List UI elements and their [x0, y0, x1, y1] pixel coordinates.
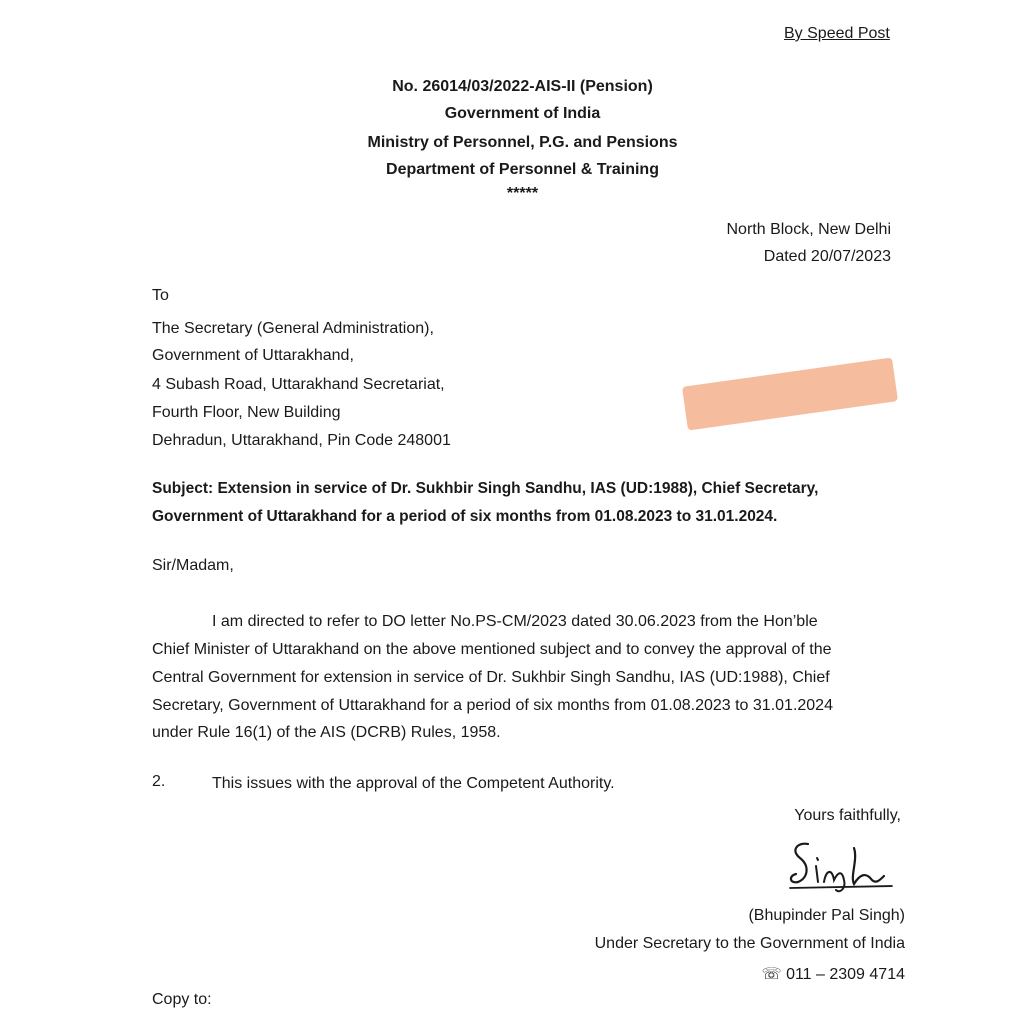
body-line: Chief Minister of Uttarakhand on the above mentioned subject and to convey the approval of the — [152, 641, 832, 658]
signatory-designation: Under Secretary to the Government of India — [594, 935, 905, 952]
to-label: To — [152, 287, 169, 304]
place: North Block, New Delhi — [726, 221, 891, 238]
address-line: 4 Subash Road, Uttarakhand Secretariat, — [152, 376, 445, 393]
redaction-highlight — [682, 357, 898, 430]
phone-line — [762, 964, 905, 985]
body-line: under Rule 16(1) of the AIS (DCRB) Rules, 1958. — [152, 724, 501, 741]
ministry-name: Ministry of Personnel, P.G. and Pensions — [367, 134, 678, 151]
body-line: I am directed to refer to DO letter No.PS-CM/2023 dated 30.06.2023 from the Hon’ble — [212, 613, 818, 630]
header-stars: ***** — [506, 185, 539, 202]
date: Dated 20/07/2023 — [763, 248, 891, 265]
subject-line-2: Government of Uttarakhand for a period of six months from 01.08.2023 to 31.01.2024. — [152, 508, 778, 525]
para-2-text: This issues with the approval of the Competent Authority. — [212, 775, 615, 792]
address-line: Fourth Floor, New Building — [152, 404, 341, 421]
phone-icon: ☏ — [761, 964, 782, 983]
speed-post-label: By Speed Post — [784, 25, 890, 42]
body-line: Central Government for extension in service of Dr. Sukhbir Singh Sandhu, IAS (UD:1988), Chief — [152, 669, 830, 686]
subject-line-1: Subject: Extension in service of Dr. Sukhbir Singh Sandhu, IAS (UD:1988), Chief Secretary, — [152, 480, 819, 497]
para-2-number: 2. — [152, 773, 166, 790]
body-line: Secretary, Government of Uttarakhand for a period of six months from 01.08.2023 to 31.01.2024 — [152, 697, 833, 714]
department-name: Department of Personnel & Training — [386, 161, 659, 178]
copy-to-label: Copy to: — [152, 991, 212, 1008]
phone-number: 011 – 2309 4714 — [786, 966, 905, 983]
signature — [780, 836, 900, 896]
signatory-name: (Bhupinder Pal Singh) — [748, 907, 905, 924]
address-line: Dehradun, Uttarakhand, Pin Code 248001 — [152, 432, 451, 449]
address-line: Government of Uttarakhand, — [152, 347, 354, 364]
salutation: Sir/Madam, — [152, 557, 234, 574]
file-number: No. 26014/03/2022-AIS-II (Pension) — [392, 78, 653, 95]
government-name: Government of India — [444, 105, 601, 122]
yours-faithfully: Yours faithfully, — [794, 807, 901, 824]
address-line: The Secretary (General Administration), — [152, 320, 434, 337]
